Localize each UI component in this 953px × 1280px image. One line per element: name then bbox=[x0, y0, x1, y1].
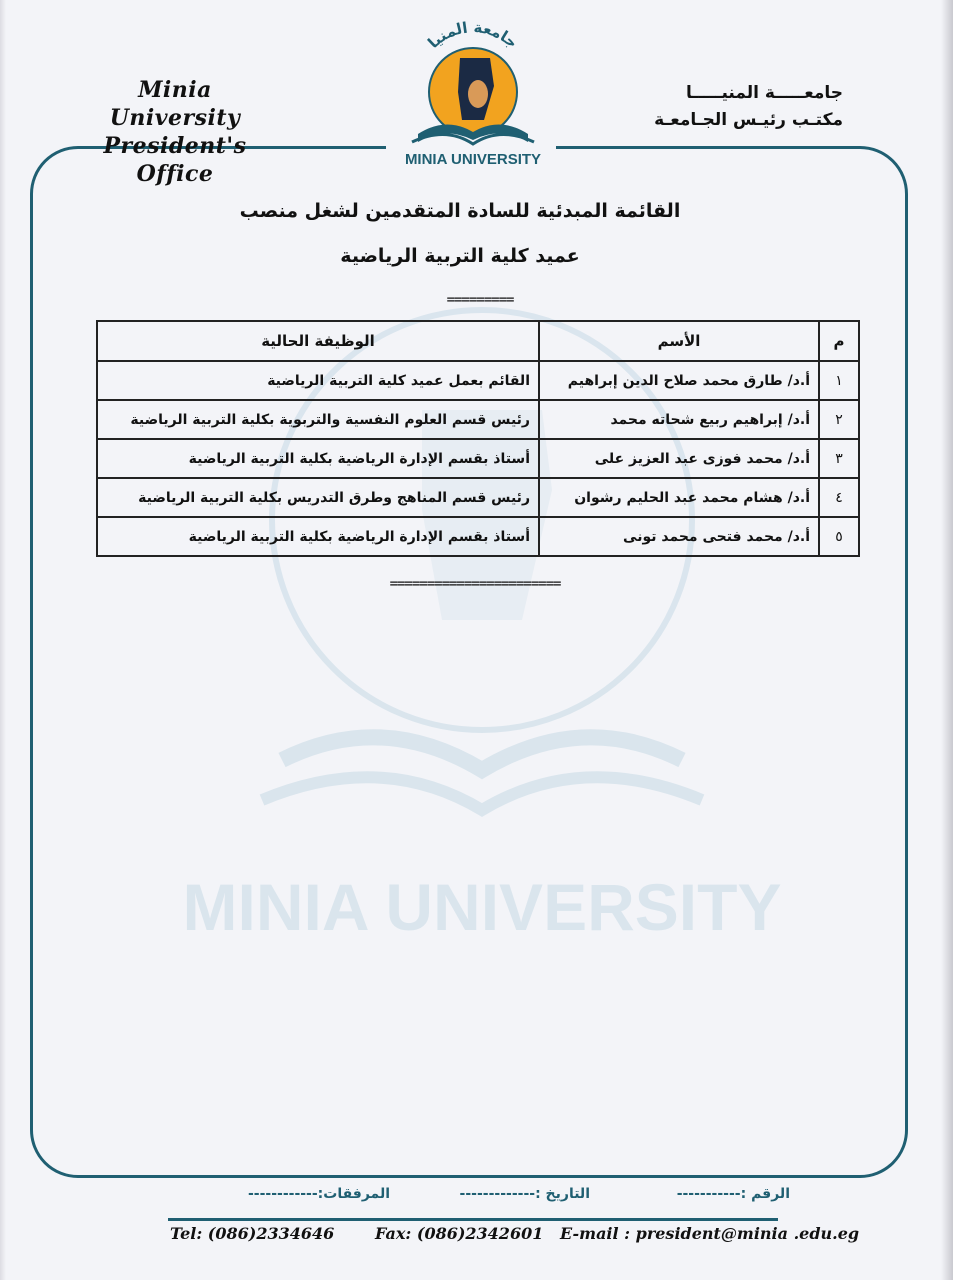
separator-top: ========= bbox=[446, 292, 514, 308]
header-name: الأسم bbox=[539, 321, 819, 361]
header-english bbox=[70, 76, 280, 188]
table-row bbox=[97, 400, 859, 439]
row-name: أ.د/ هشام محمد عبد الحليم رشوان bbox=[539, 478, 819, 517]
header-english-line-2: President's Office bbox=[103, 133, 247, 187]
table-header-row bbox=[97, 321, 859, 361]
row-job: أستاذ بقسم الإدارة الرياضية بكلية التربية الرياضية bbox=[97, 517, 539, 556]
document-title-line-2: عميد كلية التربية الرياضية bbox=[340, 245, 580, 267]
row-name: أ.د/ محمد فتحى محمد تونى bbox=[539, 517, 819, 556]
row-job: القائم بعمل عميد كلية التربية الرياضية bbox=[97, 361, 539, 400]
logo-arc-text: جامعة المنيا bbox=[424, 18, 522, 52]
footer-divider bbox=[168, 1218, 778, 1221]
university-logo bbox=[398, 16, 548, 168]
row-number: ٤ bbox=[819, 478, 859, 517]
row-number: ٣ bbox=[819, 439, 859, 478]
row-number: ٢ bbox=[819, 400, 859, 439]
table-row bbox=[97, 478, 859, 517]
document-title-line-1: القائمة المبدئية للسادة المتقدمين لشغل منصب bbox=[239, 200, 681, 222]
row-job: أستاذ بقسم الإدارة الرياضية بكلية التربية الرياضية bbox=[97, 439, 539, 478]
attachments-field: المرفقات:------------ bbox=[247, 1186, 390, 1202]
svg-text:جامعة المنيا bbox=[424, 18, 521, 52]
table-row bbox=[97, 361, 859, 400]
header-english-line-1: Minia University bbox=[109, 77, 241, 131]
candidates-table bbox=[96, 320, 860, 557]
row-job: رئيس قسم المناهج وطرق التدريس بكلية التربية الرياضية bbox=[97, 478, 539, 517]
row-job: رئيس قسم العلوم النفسية والتربوية بكلية التربية الرياضية bbox=[97, 400, 539, 439]
logo-banner-text: MINIA UNIVERSITY bbox=[404, 151, 542, 168]
header-arabic bbox=[643, 80, 843, 134]
scan-right-edge bbox=[941, 0, 953, 1280]
reference-number-field: الرقم :----------- bbox=[676, 1186, 790, 1202]
scan-left-edge bbox=[0, 0, 6, 1280]
header-arabic-line-2: مكتـب رئيـس الجـامعـة bbox=[654, 110, 843, 130]
header-job: الوظيفة الحالية bbox=[97, 321, 539, 361]
header-number: م bbox=[819, 321, 859, 361]
row-name: أ.د/ محمد فوزى عبد العزيز على bbox=[539, 439, 819, 478]
fax-text: Fax: (086)2342601 bbox=[375, 1224, 544, 1243]
row-number: ١ bbox=[819, 361, 859, 400]
header-arabic-line-1: جامعـــــة المنيـــــا bbox=[686, 83, 843, 103]
table-row bbox=[97, 439, 859, 478]
row-name: أ.د/ إبراهيم ربيع شحاته محمد bbox=[539, 400, 819, 439]
watermark-text: MINIA UNIVERSITY bbox=[182, 870, 782, 944]
row-number: ٥ bbox=[819, 517, 859, 556]
separator-bottom: ======================= bbox=[389, 576, 561, 592]
row-name: أ.د/ طارق محمد صلاح الدين إبراهيم bbox=[539, 361, 819, 400]
email-text: E-mail : president@minia .edu.eg bbox=[560, 1224, 860, 1243]
date-field: التاريخ :------------- bbox=[459, 1186, 590, 1202]
telephone-text: Tel: (086)2334646 bbox=[170, 1224, 335, 1243]
table-row bbox=[97, 517, 859, 556]
